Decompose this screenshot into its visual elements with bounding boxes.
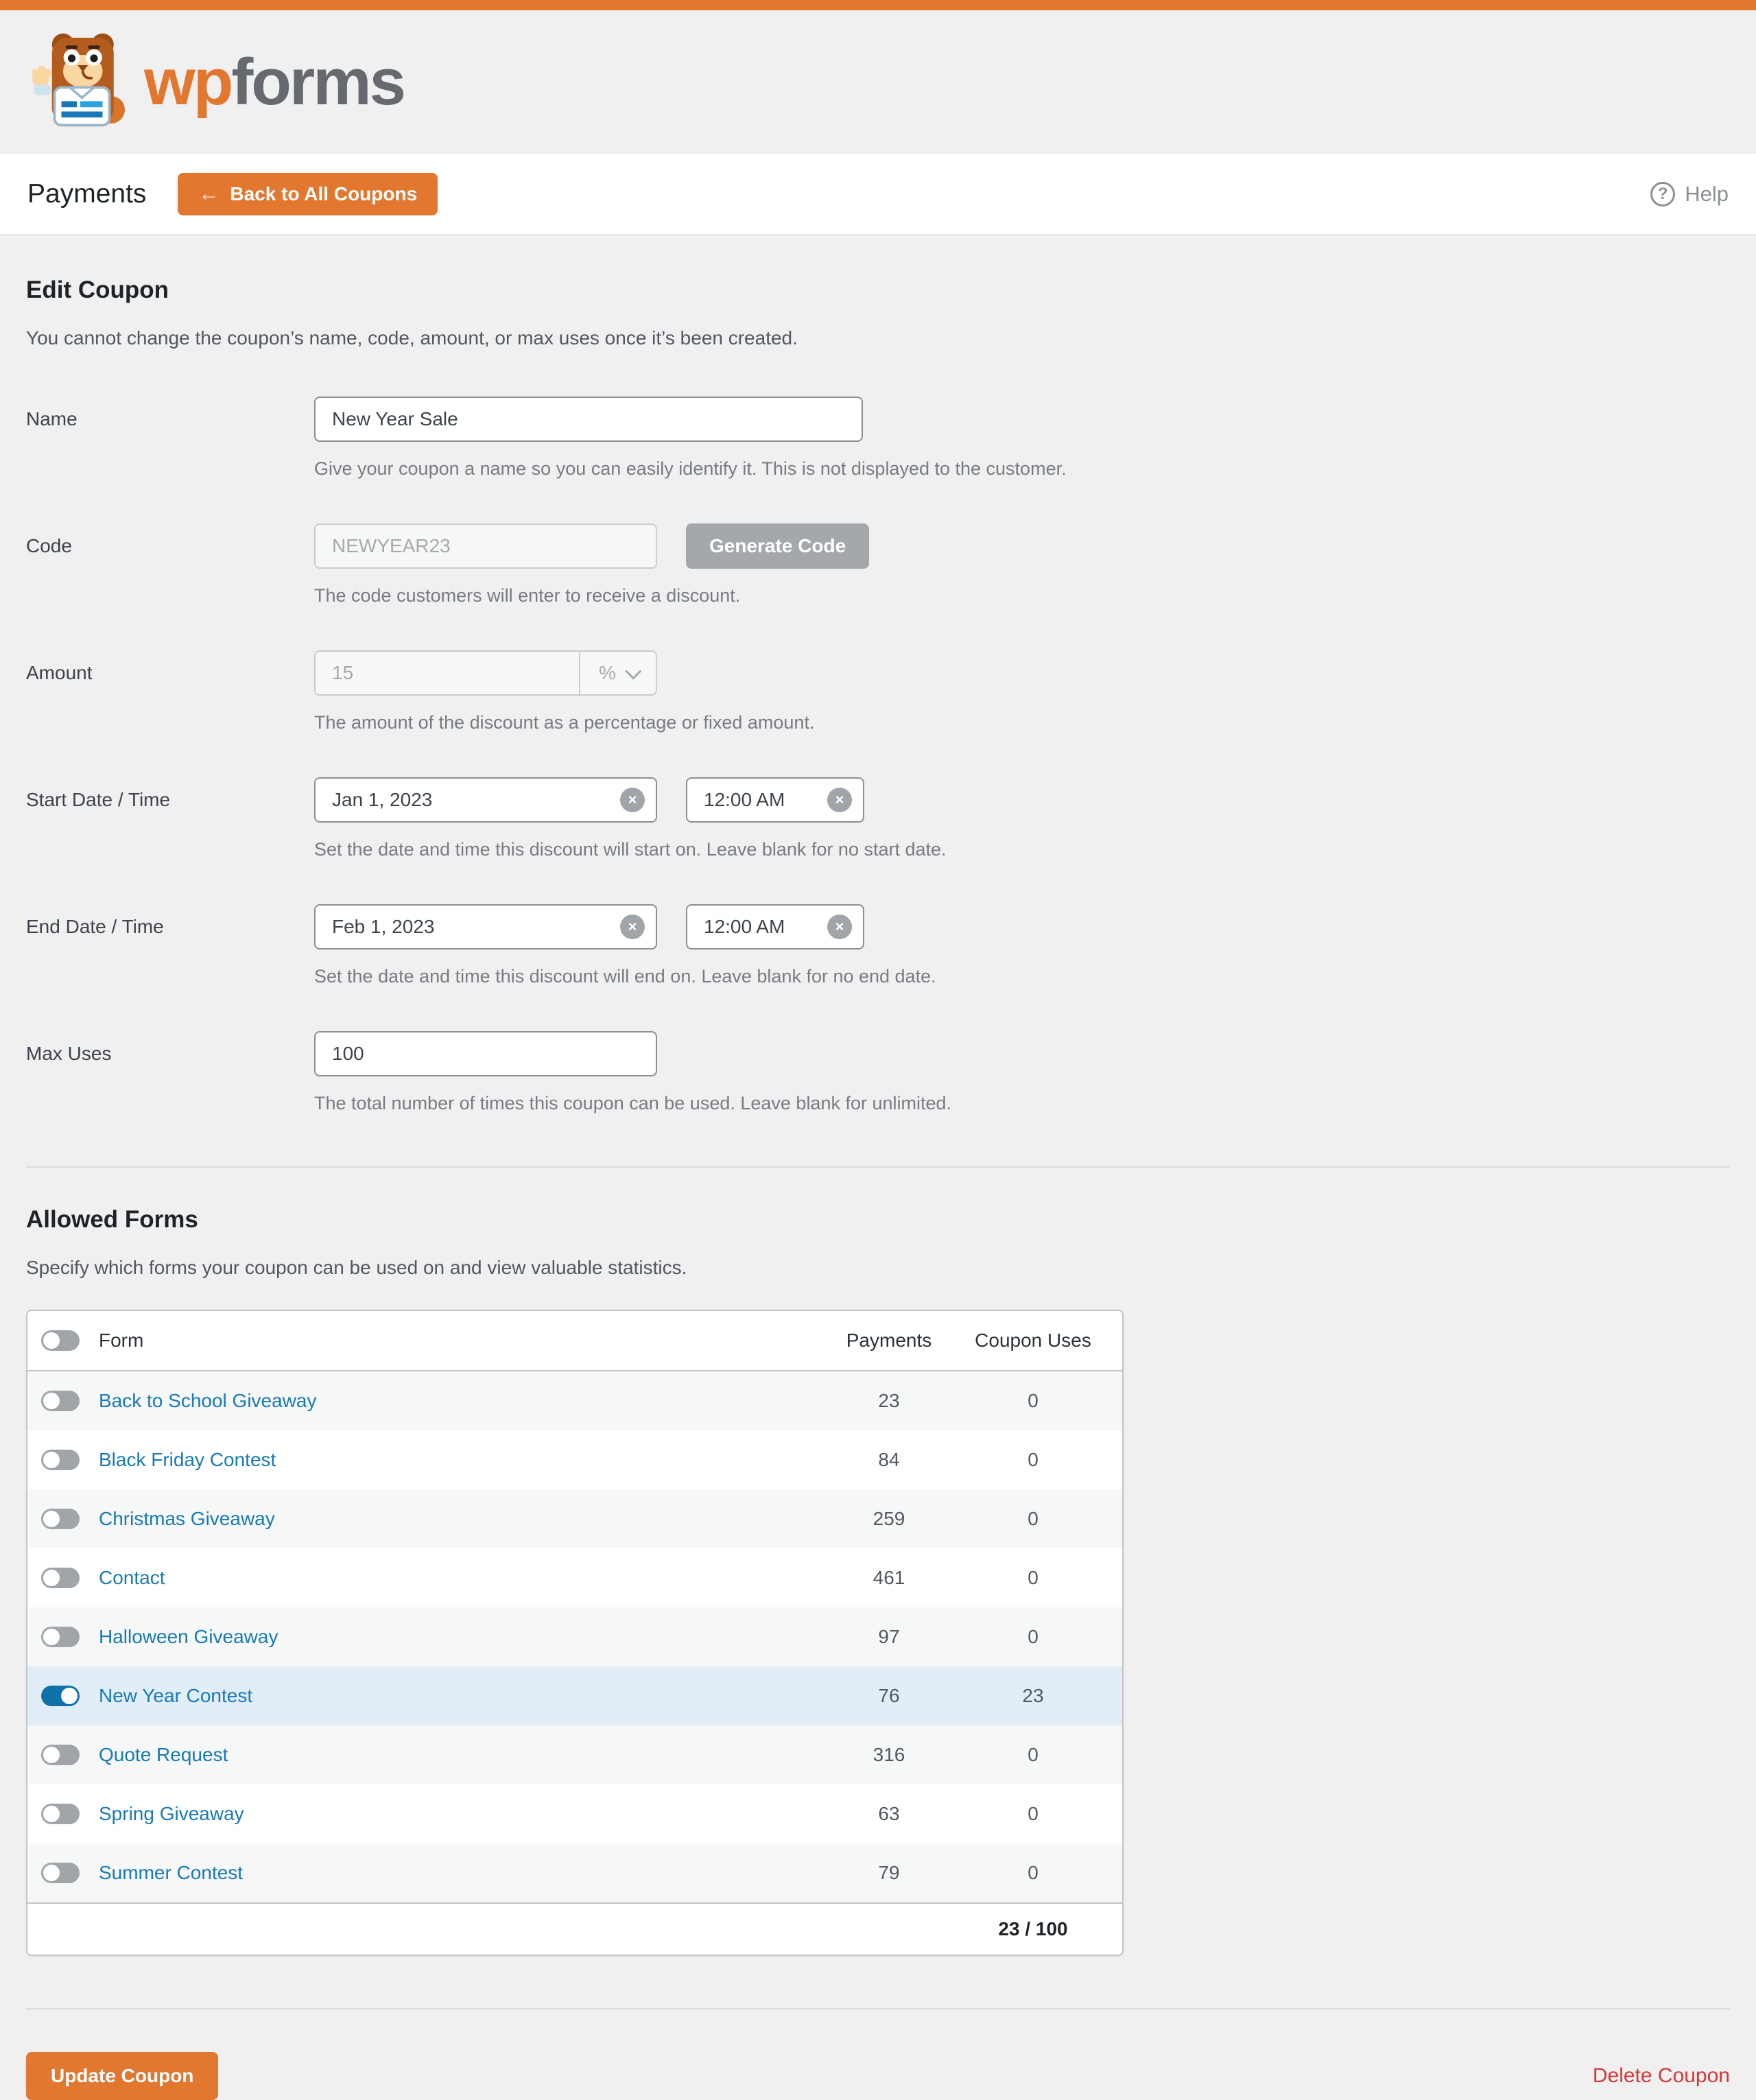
cell-uses: 0 [1028, 1862, 1039, 1884]
name-help-text: Give your coupon a name so you can easily identify it. This is not displayed to the customer. [314, 458, 1067, 480]
field-row-end [26, 904, 1730, 987]
forms-table-header [27, 1311, 1122, 1371]
field-row-code [26, 523, 1730, 606]
back-arrow-icon: ← [198, 182, 220, 205]
cell-uses: 0 [1028, 1567, 1039, 1589]
cell-payments: 97 [878, 1626, 900, 1648]
form-toggle[interactable] [41, 1745, 80, 1765]
section-divider [26, 1166, 1730, 1168]
back-to-all-coupons-button[interactable]: ← Back to All Coupons [178, 173, 438, 215]
cell-payments: 76 [878, 1685, 900, 1707]
code-label: Code [26, 535, 72, 557]
start-date-input[interactable]: Jan 1, 2023 × [314, 777, 657, 823]
cell-payments: 84 [878, 1449, 900, 1471]
cell-payments: 79 [878, 1862, 900, 1884]
forms-table-footer [27, 1902, 1122, 1955]
wpforms-logo [29, 31, 404, 134]
form-toggle[interactable] [41, 1509, 80, 1529]
clear-date-icon[interactable]: × [620, 915, 645, 939]
max-uses-label: Max Uses [26, 1043, 112, 1065]
code-help-text: The code customers will enter to receive a discount. [314, 585, 741, 606]
clear-date-icon[interactable]: × [620, 788, 645, 812]
chevron-down-icon [625, 663, 641, 679]
amount-help-text: The amount of the discount as a percentage or fixed amount. [314, 712, 815, 733]
form-link[interactable]: Quote Request [99, 1744, 228, 1766]
allowed-forms-table [26, 1310, 1124, 1956]
amount-input-group [314, 650, 657, 696]
form-link[interactable]: Back to School Giveaway [99, 1390, 317, 1412]
form-toggle[interactable] [41, 1568, 80, 1588]
wpforms-bear-icon [29, 31, 132, 134]
form-row [27, 1666, 1122, 1725]
form-link[interactable]: Spring Giveaway [99, 1803, 244, 1825]
cell-payments: 461 [873, 1567, 905, 1589]
cell-payments: 23 [878, 1390, 900, 1412]
allowed-forms-heading: Allowed Forms [26, 1206, 198, 1234]
masthead [0, 10, 1756, 154]
toggle-all-forms[interactable] [41, 1330, 80, 1351]
form-link[interactable]: Christmas Giveaway [99, 1508, 275, 1530]
amount-label: Amount [26, 662, 93, 684]
field-row-amount [26, 650, 1730, 733]
field-row-max-uses [26, 1031, 1730, 1114]
page-toolbar [0, 154, 1756, 234]
delete-coupon-link[interactable]: Delete Coupon [1592, 2064, 1730, 2088]
form-row [27, 1430, 1122, 1489]
end-date-input[interactable]: Feb 1, 2023 × [314, 904, 657, 949]
form-link[interactable]: Halloween Giveaway [99, 1626, 278, 1648]
column-header-coupon-uses: Coupon Uses [975, 1330, 1091, 1352]
max-uses-input[interactable]: 100 [314, 1031, 657, 1076]
form-row [27, 1548, 1122, 1607]
form-link[interactable]: Contact [99, 1567, 165, 1589]
form-toggle[interactable] [41, 1863, 80, 1883]
code-input: NEWYEAR23 [314, 523, 657, 569]
coupon-uses-total: 23 / 100 [998, 1918, 1068, 1940]
cell-uses: 0 [1028, 1508, 1039, 1530]
field-row-start [26, 777, 1730, 860]
form-toggle[interactable] [41, 1450, 80, 1470]
form-toggle[interactable] [41, 1627, 80, 1647]
name-label: Name [26, 408, 78, 430]
allowed-forms-description: Specify which forms your coupon can be used on and view valuable statistics. [26, 1257, 687, 1279]
form-toggle[interactable] [41, 1391, 80, 1411]
start-help-text: Set the date and time this discount will start on. Leave blank for no start date. [314, 839, 947, 860]
form-link[interactable]: Black Friday Contest [99, 1449, 276, 1471]
form-row [27, 1371, 1122, 1430]
start-label: Start Date / Time [26, 789, 171, 811]
form-row [27, 1607, 1122, 1666]
max-uses-help-text: The total number of times this coupon can be used. Leave blank for unlimited. [314, 1093, 952, 1114]
form-link[interactable]: Summer Contest [99, 1862, 244, 1884]
update-coupon-button[interactable]: Update Coupon [26, 2052, 218, 2100]
cell-uses: 23 [1022, 1685, 1044, 1707]
amount-input: 15 [332, 662, 354, 684]
form-row [27, 1784, 1122, 1843]
cell-uses: 0 [1028, 1803, 1039, 1825]
cell-payments: 259 [873, 1508, 905, 1530]
clear-time-icon[interactable]: × [827, 915, 852, 939]
column-header-form: Form [99, 1330, 144, 1352]
help-link[interactable]: ? Help [1650, 182, 1729, 207]
start-time-input[interactable]: 12:00 AM × [686, 777, 864, 823]
cell-payments: 63 [878, 1803, 900, 1825]
page-title: Payments [27, 179, 147, 209]
form-row [27, 1489, 1122, 1548]
question-mark-icon: ? [1650, 182, 1675, 207]
cell-uses: 0 [1028, 1626, 1039, 1648]
form-row [27, 1843, 1122, 1902]
percent-symbol: % [599, 662, 616, 684]
cell-uses: 0 [1028, 1449, 1039, 1471]
form-link[interactable]: New Year Contest [99, 1685, 253, 1707]
name-input[interactable]: New Year Sale [314, 397, 863, 442]
forms-table-body [27, 1371, 1122, 1902]
end-time-input[interactable]: 12:00 AM × [686, 904, 864, 949]
top-accent-bar [0, 0, 1756, 10]
amount-unit-select [579, 652, 656, 694]
wpforms-wordmark: wpforms [144, 45, 405, 119]
form-row [27, 1725, 1122, 1784]
end-label: End Date / Time [26, 916, 164, 938]
cell-payments: 316 [873, 1744, 905, 1766]
edit-coupon-heading: Edit Coupon [26, 276, 169, 303]
edit-coupon-description: You cannot change the coupon’s name, code, amount, or max uses once it’s been created. [26, 327, 798, 349]
cell-uses: 0 [1028, 1744, 1039, 1766]
generate-code-button[interactable]: Generate Code [686, 523, 869, 569]
form-toggle[interactable] [41, 1804, 80, 1824]
form-toggle[interactable] [41, 1686, 80, 1706]
field-row-name [26, 397, 1730, 480]
column-header-payments: Payments [846, 1330, 932, 1352]
footer-divider [26, 2008, 1730, 2009]
end-help-text: Set the date and time this discount will end on. Leave blank for no end date. [314, 966, 936, 987]
clear-time-icon[interactable]: × [827, 788, 852, 812]
cell-uses: 0 [1028, 1390, 1039, 1412]
